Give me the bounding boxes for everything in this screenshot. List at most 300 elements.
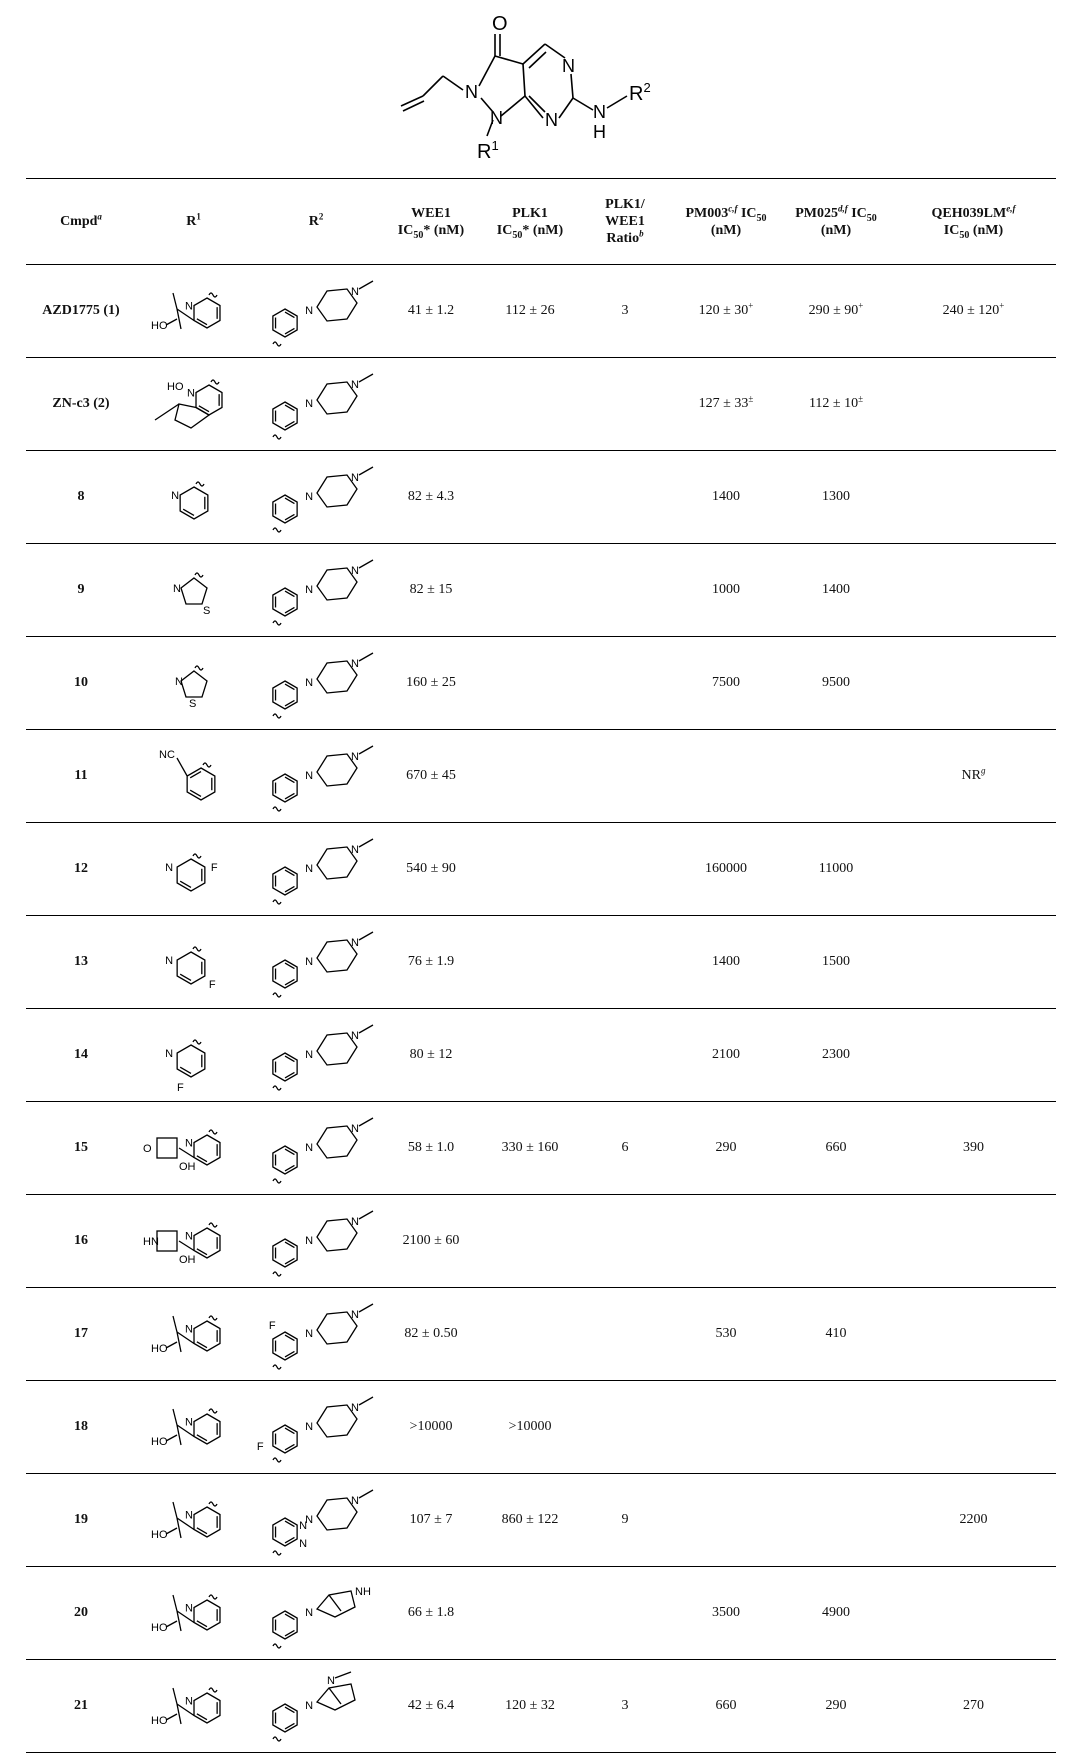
pm003-value: 290 bbox=[715, 1140, 737, 1155]
r1-structure bbox=[139, 1108, 249, 1188]
wee1-value: 80 ± 12 bbox=[409, 1047, 453, 1062]
n-atom-label: N bbox=[299, 1538, 308, 1550]
cmpd-cell: 16 bbox=[74, 1233, 88, 1248]
ratio-cell bbox=[579, 358, 671, 451]
qeh-cell bbox=[891, 358, 1056, 451]
r1-structure bbox=[139, 1573, 249, 1653]
wee1-value: 76 ± 1.9 bbox=[407, 954, 455, 969]
r2-structure bbox=[251, 643, 381, 723]
n-atom-label: N bbox=[351, 1123, 359, 1135]
table-row bbox=[26, 1381, 1056, 1474]
ring-heteroatom-label: O bbox=[142, 1143, 152, 1155]
n-atom-label: N bbox=[170, 490, 179, 502]
r2-cell bbox=[251, 1567, 381, 1660]
qeh-value: 2200 bbox=[959, 1512, 988, 1527]
n-atom-label: N bbox=[305, 305, 314, 317]
n-atom-label: N bbox=[184, 1602, 193, 1615]
ring-heteroatom-label: HN bbox=[142, 1236, 159, 1248]
plk1-value: 860 ± 122 bbox=[501, 1512, 559, 1527]
r1-structure bbox=[139, 457, 249, 537]
n-atom-label: N bbox=[305, 1235, 314, 1247]
wee1-cell bbox=[381, 1381, 481, 1474]
r2-cell bbox=[251, 451, 381, 544]
wee1-cell bbox=[381, 358, 481, 451]
header-r2: $R^2$ bbox=[308, 211, 324, 229]
wee1-value: >10000 bbox=[409, 1419, 453, 1434]
n-label: N bbox=[562, 56, 575, 76]
n-atom-label: N bbox=[184, 1323, 193, 1336]
r1-cell bbox=[136, 451, 251, 544]
cmpd-cell: 12 bbox=[74, 861, 88, 876]
plk1-cell bbox=[481, 730, 579, 823]
wee1-value: 82 ± 15 bbox=[409, 582, 453, 597]
cmpd-cell: 9 bbox=[77, 582, 85, 597]
qeh-footnote: + bbox=[999, 300, 1005, 311]
pm025-cell bbox=[781, 451, 891, 544]
wee1-value: 82 ± 0.50 bbox=[404, 1326, 458, 1341]
qeh-cell bbox=[891, 1102, 1056, 1195]
ratio-value: 9 bbox=[621, 1512, 629, 1527]
plk1-cell bbox=[481, 265, 579, 358]
qeh-cell bbox=[891, 1567, 1056, 1660]
pm003-cell bbox=[671, 544, 781, 637]
qeh-cell bbox=[891, 730, 1056, 823]
plk1-value: >10000 bbox=[508, 1419, 552, 1434]
qeh-cell bbox=[891, 1381, 1056, 1474]
n-atom-label: N bbox=[351, 1030, 359, 1042]
pm025-cell bbox=[781, 265, 891, 358]
cmpd-cell: 8 bbox=[77, 489, 85, 504]
pm003-cell bbox=[671, 730, 781, 823]
pm025-value: 4900 bbox=[822, 1605, 850, 1620]
r1-cell bbox=[136, 1567, 251, 1660]
r2-cell bbox=[251, 916, 381, 1009]
r2-cell bbox=[251, 544, 381, 637]
plk1-cell bbox=[481, 1474, 579, 1567]
pm003-value: 120 ± 30 bbox=[698, 303, 749, 318]
r2-structure bbox=[251, 1666, 381, 1746]
r1-cell bbox=[136, 823, 251, 916]
h-label: H bbox=[593, 122, 606, 142]
ratio-cell bbox=[579, 1567, 671, 1660]
r1-structure bbox=[139, 271, 249, 351]
pm025-footnote: + bbox=[858, 300, 864, 311]
wee1-cell bbox=[381, 1567, 481, 1660]
wee1-value: 42 ± 6.4 bbox=[407, 1698, 455, 1713]
n-atom-label: N bbox=[351, 1216, 359, 1228]
qeh-cell bbox=[891, 637, 1056, 730]
n-atom-label: N bbox=[351, 1495, 359, 1507]
pm003-cell bbox=[671, 1660, 781, 1753]
pm025-cell bbox=[781, 1474, 891, 1567]
pm003-cell bbox=[671, 1009, 781, 1102]
table-row bbox=[26, 1567, 1056, 1660]
ratio-cell bbox=[579, 637, 671, 730]
n-atom-label: N bbox=[351, 565, 359, 577]
r2-cell bbox=[251, 637, 381, 730]
pm003-cell bbox=[671, 1102, 781, 1195]
header-wee1: WEE1 $IC_{50}*$ (nM) bbox=[397, 205, 465, 241]
r1-cell bbox=[136, 1288, 251, 1381]
n-atom-label: N bbox=[305, 1607, 314, 1619]
wee1-value: 66 ± 1.8 bbox=[407, 1605, 455, 1620]
qeh-cell bbox=[891, 265, 1056, 358]
r1-cell bbox=[136, 544, 251, 637]
hydroxyl-label: HO bbox=[150, 320, 167, 332]
wee1-cell bbox=[381, 1102, 481, 1195]
pm003-value: 2100 bbox=[712, 1047, 740, 1062]
cmpd-cell: 15 bbox=[74, 1140, 88, 1155]
ratio-cell bbox=[579, 1660, 671, 1753]
r1-cell bbox=[136, 1381, 251, 1474]
n-atom-label: N bbox=[184, 1416, 193, 1429]
n-atom-label: N bbox=[305, 1049, 314, 1061]
table-row bbox=[26, 916, 1056, 1009]
pm003-cell bbox=[671, 451, 781, 544]
n-atom-label: N bbox=[299, 1520, 308, 1532]
r1-cell bbox=[136, 358, 251, 451]
r2-cell bbox=[251, 730, 381, 823]
n-atom-label: N bbox=[305, 1421, 314, 1433]
r1-structure bbox=[139, 364, 249, 444]
cmpd-cell: 13 bbox=[74, 954, 88, 969]
nh-label: NH bbox=[355, 1586, 371, 1598]
wee1-value: 107 ± 7 bbox=[409, 1512, 453, 1527]
n-atom-label: N bbox=[164, 955, 173, 967]
r2-structure bbox=[251, 1015, 381, 1095]
n-atom-label: N bbox=[305, 1514, 314, 1526]
n-atom-label: N bbox=[305, 1700, 314, 1712]
qeh-cell bbox=[891, 1660, 1056, 1753]
r2-structure bbox=[251, 1294, 381, 1374]
qeh-cell bbox=[891, 1195, 1056, 1288]
ratio-cell bbox=[579, 1288, 671, 1381]
r1-structure bbox=[139, 1015, 249, 1095]
r1-structure bbox=[139, 643, 249, 723]
table-row bbox=[26, 1102, 1056, 1195]
n-atom-label: N bbox=[184, 1509, 193, 1522]
table-row bbox=[26, 358, 1056, 451]
r2-structure bbox=[251, 550, 381, 630]
hydroxyl-label: HO bbox=[166, 381, 183, 393]
wee1-value: 82 ± 4.3 bbox=[407, 489, 455, 504]
wee1-cell bbox=[381, 1288, 481, 1381]
hydroxyl-label: HO bbox=[150, 1436, 167, 1448]
n-atom-label: N bbox=[305, 1142, 314, 1154]
qeh-cell bbox=[891, 1009, 1056, 1102]
cyano-label: NC bbox=[158, 749, 175, 761]
pm003-value: 530 bbox=[715, 1326, 737, 1341]
r2-structure bbox=[251, 829, 381, 909]
r2-cell bbox=[251, 358, 381, 451]
n-atom-label: N bbox=[184, 1695, 193, 1708]
hydroxyl-label: OH bbox=[178, 1254, 195, 1266]
ratio-value: 6 bbox=[621, 1140, 629, 1155]
n-label: N bbox=[465, 82, 478, 102]
pm025-value: 1400 bbox=[822, 582, 850, 597]
pm025-value: 1500 bbox=[822, 954, 850, 969]
pm025-cell bbox=[781, 730, 891, 823]
plk1-cell bbox=[481, 823, 579, 916]
table-row bbox=[26, 823, 1056, 916]
wee1-cell bbox=[381, 1009, 481, 1102]
ratio-cell bbox=[579, 1195, 671, 1288]
fluoro-label: F bbox=[268, 1320, 276, 1332]
wee1-cell bbox=[381, 1195, 481, 1288]
cmpd-cell: AZD1775 (1) bbox=[42, 303, 120, 318]
r2-structure bbox=[251, 1387, 381, 1467]
ratio-cell bbox=[579, 730, 671, 823]
nh-label: N bbox=[593, 102, 606, 122]
wee1-cell bbox=[381, 451, 481, 544]
n-label: N bbox=[545, 110, 558, 130]
r1-structure bbox=[139, 550, 249, 630]
qeh-cell bbox=[891, 823, 1056, 916]
pm025-cell bbox=[781, 1288, 891, 1381]
header-cmpd: Cmpd$^a$ bbox=[60, 211, 102, 229]
plk1-cell bbox=[481, 916, 579, 1009]
ratio-cell bbox=[579, 1102, 671, 1195]
r1-cell bbox=[136, 730, 251, 823]
r1-cell bbox=[136, 916, 251, 1009]
ratio-cell bbox=[579, 544, 671, 637]
pm003-cell bbox=[671, 1567, 781, 1660]
pm003-cell bbox=[671, 1288, 781, 1381]
n-atom-label: N bbox=[305, 584, 314, 596]
pm025-value: 660 bbox=[825, 1140, 847, 1155]
n-atom-label: N bbox=[351, 379, 359, 391]
ratio-value: 3 bbox=[621, 303, 629, 318]
cmpd-cell: 18 bbox=[74, 1419, 88, 1434]
pm025-value: 290 ± 90 bbox=[808, 303, 859, 318]
plk1-cell bbox=[481, 1102, 579, 1195]
plk1-cell bbox=[481, 358, 579, 451]
n-atom-label: N bbox=[164, 862, 173, 874]
r1-structure bbox=[139, 922, 249, 1002]
pm003-value: 127 ± 33 bbox=[698, 396, 749, 411]
pm025-cell bbox=[781, 1660, 891, 1753]
r2-structure bbox=[251, 271, 381, 351]
pm003-footnote: ± bbox=[748, 393, 754, 404]
table-row bbox=[26, 1195, 1056, 1288]
plk1-value: 120 ± 32 bbox=[505, 1698, 555, 1713]
wee1-value: 160 ± 25 bbox=[406, 675, 456, 690]
n-atom-label: N bbox=[351, 286, 359, 298]
r2-cell bbox=[251, 1381, 381, 1474]
n-atom-label: N bbox=[184, 1230, 193, 1243]
table-row bbox=[26, 1660, 1056, 1753]
n-atom-label: N bbox=[186, 387, 195, 400]
ratio-cell bbox=[579, 823, 671, 916]
header-pm003: PM003$^{c,f}$ $IC_{50}$ (nM) bbox=[685, 202, 767, 238]
qeh-value: 270 bbox=[963, 1698, 984, 1713]
pm025-value: 2300 bbox=[822, 1047, 850, 1062]
r1-cell bbox=[136, 1195, 251, 1288]
n-atom-label: N bbox=[351, 937, 359, 949]
wee1-cell bbox=[381, 265, 481, 358]
wee1-cell bbox=[381, 544, 481, 637]
r2-cell bbox=[251, 265, 381, 358]
pm003-value: 1400 bbox=[712, 954, 740, 969]
hydroxyl-label: HO bbox=[150, 1529, 167, 1541]
plk1-cell bbox=[481, 451, 579, 544]
table-row bbox=[26, 1288, 1056, 1381]
r2-structure bbox=[251, 364, 381, 444]
r1-structure bbox=[139, 1480, 249, 1560]
wee1-cell bbox=[381, 1474, 481, 1567]
n-atom-label: N bbox=[305, 1328, 314, 1340]
cmpd-cell: 10 bbox=[74, 675, 88, 690]
pm025-cell bbox=[781, 358, 891, 451]
pm025-value: 1300 bbox=[822, 489, 850, 504]
r2-structure bbox=[251, 457, 381, 537]
header-row bbox=[26, 179, 1056, 265]
r2-cell bbox=[251, 1102, 381, 1195]
table-row bbox=[26, 1474, 1056, 1567]
pm025-cell bbox=[781, 1567, 891, 1660]
pm025-value: 9500 bbox=[822, 675, 850, 690]
n-atom-label: N bbox=[305, 863, 314, 875]
cmpd-cell: 20 bbox=[74, 1605, 88, 1620]
table-row bbox=[26, 730, 1056, 823]
plk1-cell bbox=[481, 1660, 579, 1753]
r2-cell bbox=[251, 1660, 381, 1753]
r2-cell bbox=[251, 1474, 381, 1567]
header-ratio: PLK1/ WEE1 Ratio$^b$ bbox=[605, 197, 645, 246]
plk1-value: 330 ± 160 bbox=[501, 1140, 559, 1155]
n-atom-label: N bbox=[184, 1137, 193, 1150]
n-atom-label: N bbox=[351, 472, 359, 484]
cmpd-cell: 17 bbox=[74, 1326, 88, 1341]
hydroxyl-label: HO bbox=[150, 1343, 167, 1355]
n-atom-label: N bbox=[172, 583, 181, 595]
pm025-cell bbox=[781, 1102, 891, 1195]
ratio-cell bbox=[579, 916, 671, 1009]
r1-label: $R^1$ bbox=[477, 138, 499, 163]
n-label: N bbox=[490, 108, 503, 128]
r2-structure bbox=[251, 922, 381, 1002]
fluoro-label: F bbox=[208, 979, 216, 991]
r2-structure bbox=[251, 736, 381, 816]
pm025-value: 112 ± 10 bbox=[808, 396, 859, 411]
r2-cell bbox=[251, 1009, 381, 1102]
r1-cell bbox=[136, 1102, 251, 1195]
qeh-cell bbox=[891, 916, 1056, 1009]
pm003-cell bbox=[671, 358, 781, 451]
wee1-cell bbox=[381, 637, 481, 730]
n-atom-label: N bbox=[184, 300, 193, 313]
pm003-cell bbox=[671, 916, 781, 1009]
r1-structure bbox=[139, 1666, 249, 1746]
pm025-cell bbox=[781, 1195, 891, 1288]
ratio-cell bbox=[579, 1474, 671, 1567]
ratio-cell bbox=[579, 1009, 671, 1102]
r1-structure bbox=[139, 829, 249, 909]
qeh-value: NR bbox=[961, 768, 981, 783]
n-atom-label: N bbox=[164, 1048, 173, 1060]
pm025-value: 290 bbox=[825, 1698, 847, 1713]
pm025-cell bbox=[781, 637, 891, 730]
cmpd-cell: ZN-c3 (2) bbox=[52, 396, 110, 411]
n-atom-label: N bbox=[305, 956, 314, 968]
table-row bbox=[26, 451, 1056, 544]
table-row bbox=[26, 265, 1056, 358]
plk1-cell bbox=[481, 1567, 579, 1660]
cmpd-cell: 21 bbox=[74, 1698, 88, 1713]
pm003-value: 3500 bbox=[712, 1605, 740, 1620]
n-atom-label: N bbox=[351, 751, 359, 763]
wee1-value: 540 ± 90 bbox=[406, 861, 456, 876]
pm025-cell bbox=[781, 1381, 891, 1474]
r2-cell bbox=[251, 1288, 381, 1381]
qeh-cell bbox=[891, 451, 1056, 544]
qeh-value: 240 ± 120 bbox=[942, 303, 1000, 318]
pm003-value: 160000 bbox=[705, 861, 747, 876]
pm003-cell bbox=[671, 1474, 781, 1567]
ratio-cell bbox=[579, 265, 671, 358]
table-row bbox=[26, 544, 1056, 637]
ratio-cell bbox=[579, 1381, 671, 1474]
r1-structure bbox=[139, 1294, 249, 1374]
header-pm025: PM025$^{d,f}$ $IC_{50}$ (nM) bbox=[795, 202, 877, 238]
plk1-cell bbox=[481, 1381, 579, 1474]
plk1-cell bbox=[481, 1288, 579, 1381]
pm003-value: 1400 bbox=[712, 489, 740, 504]
plk1-value: 112 ± 26 bbox=[505, 303, 555, 318]
r2-structure bbox=[251, 1108, 381, 1188]
sar-table bbox=[26, 178, 1056, 1753]
pm003-cell bbox=[671, 637, 781, 730]
pm003-value: 660 bbox=[715, 1698, 737, 1713]
wee1-value: 2100 ± 60 bbox=[402, 1233, 460, 1248]
fluoro-label: F bbox=[176, 1082, 184, 1094]
n-atom-label: N bbox=[351, 844, 359, 856]
pm003-value: 7500 bbox=[712, 675, 740, 690]
wee1-cell bbox=[381, 1660, 481, 1753]
r1-cell bbox=[136, 265, 251, 358]
n-atom-label: N bbox=[305, 677, 314, 689]
oxygen-label: O bbox=[492, 13, 508, 35]
pm003-footnote: + bbox=[748, 300, 754, 311]
cmpd-cell: 14 bbox=[74, 1047, 88, 1062]
pm025-cell bbox=[781, 544, 891, 637]
qeh-footnote: g bbox=[980, 765, 986, 776]
header-r1: $R^1$ bbox=[186, 211, 201, 229]
pm003-cell bbox=[671, 823, 781, 916]
n-atom-label: N bbox=[174, 676, 183, 688]
cmpd-cell: 19 bbox=[74, 1512, 88, 1527]
n-atom-label: N bbox=[305, 491, 314, 503]
header-qeh039lm: QEH039LM$^{e,f}$ $IC_{50}$ (nM) bbox=[931, 202, 1016, 241]
hydroxyl-label: HO bbox=[150, 1715, 167, 1727]
r1-structure bbox=[139, 1387, 249, 1467]
r1-structure bbox=[139, 1201, 249, 1281]
r2-structure bbox=[251, 1480, 381, 1560]
qeh-cell bbox=[891, 1474, 1056, 1567]
n-atom-label: N bbox=[351, 1402, 359, 1414]
wee1-value: 58 ± 1.0 bbox=[407, 1140, 455, 1155]
wee1-cell bbox=[381, 730, 481, 823]
r1-cell bbox=[136, 1474, 251, 1567]
plk1-cell bbox=[481, 1009, 579, 1102]
plk1-cell bbox=[481, 637, 579, 730]
qeh-cell bbox=[891, 544, 1056, 637]
r2-structure bbox=[251, 1201, 381, 1281]
ratio-value: 3 bbox=[621, 1698, 629, 1713]
pm025-cell bbox=[781, 1009, 891, 1102]
r2-structure bbox=[251, 1573, 381, 1653]
cmpd-cell: 11 bbox=[74, 768, 88, 783]
